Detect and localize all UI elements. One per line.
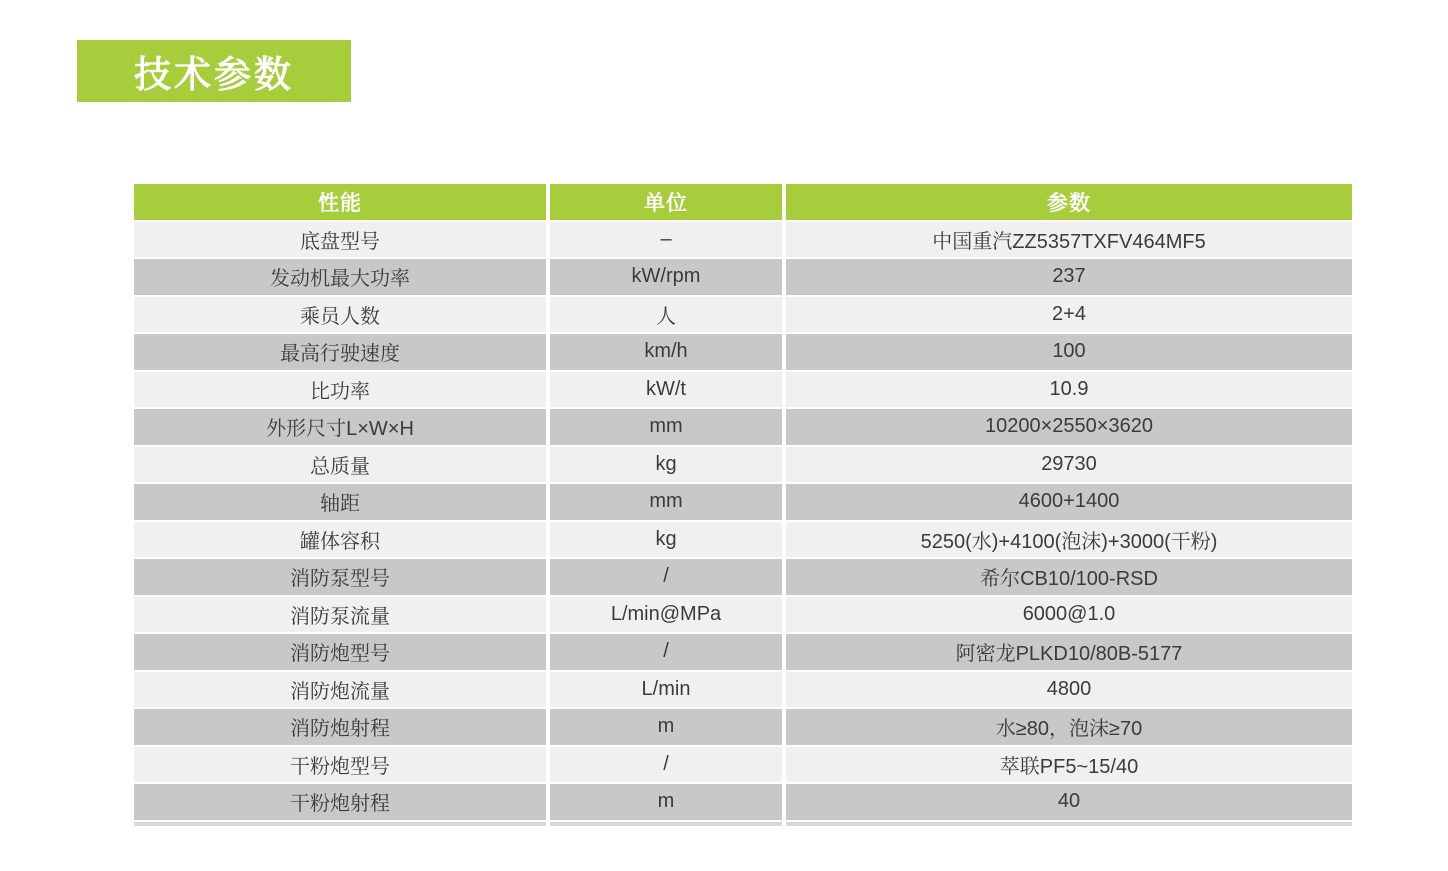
spec-name-cell: 消防泵流量 — [134, 597, 546, 633]
spec-unit-cell: mm — [550, 409, 782, 445]
table-bottom-edge — [134, 822, 546, 826]
spec-value-cell: 100 — [786, 334, 1352, 370]
spec-name-cell: 罐体容积 — [134, 522, 546, 558]
spec-unit-cell: km/h — [550, 334, 782, 370]
spec-unit-cell: / — [550, 747, 782, 783]
spec-value-cell: 237 — [786, 259, 1352, 295]
spec-value-cell: 29730 — [786, 447, 1352, 483]
spec-name-cell: 干粉炮型号 — [134, 747, 546, 783]
spec-unit-cell: mm — [550, 484, 782, 520]
spec-unit-cell: kg — [550, 447, 782, 483]
spec-value-cell: 萃联PF5~15/40 — [786, 747, 1352, 783]
spec-unit-cell: kW/rpm — [550, 259, 782, 295]
spec-value-cell: 阿密龙PLKD10/80B-5177 — [786, 634, 1352, 670]
spec-unit-cell: L/min@MPa — [550, 597, 782, 633]
spec-unit-cell: kW/t — [550, 372, 782, 408]
page-title: 技术参数 — [77, 40, 351, 102]
spec-value-cell: 5250(水)+4100(泡沫)+3000(干粉) — [786, 522, 1352, 558]
spec-value-cell: 4600+1400 — [786, 484, 1352, 520]
spec-name-cell: 总质量 — [134, 447, 546, 483]
spec-unit-cell: / — [550, 634, 782, 670]
spec-name-cell: 消防炮射程 — [134, 709, 546, 745]
spec-name-cell: 发动机最大功率 — [134, 259, 546, 295]
spec-value-cell: 10.9 — [786, 372, 1352, 408]
spec-value-cell: 2+4 — [786, 297, 1352, 333]
column-header-parameter: 参数 — [786, 184, 1352, 220]
spec-unit-cell: / — [550, 559, 782, 595]
spec-name-cell: 乘员人数 — [134, 297, 546, 333]
spec-name-cell: 消防炮流量 — [134, 672, 546, 708]
column-header-unit: 单位 — [550, 184, 782, 220]
spec-value-cell: 6000@1.0 — [786, 597, 1352, 633]
spec-unit-cell: L/min — [550, 672, 782, 708]
spec-name-cell: 轴距 — [134, 484, 546, 520]
column-header-performance: 性能 — [134, 184, 546, 220]
spec-name-cell: 消防泵型号 — [134, 559, 546, 595]
spec-value-cell: 40 — [786, 784, 1352, 820]
spec-name-cell: 底盘型号 — [134, 222, 546, 258]
table-bottom-edge — [550, 822, 782, 826]
spec-value-cell: 10200×2550×3620 — [786, 409, 1352, 445]
spec-unit-cell: m — [550, 784, 782, 820]
spec-unit-cell: – — [550, 222, 782, 258]
table-bottom-edge — [786, 822, 1352, 826]
spec-unit-cell: kg — [550, 522, 782, 558]
spec-value-cell: 水≥80，泡沫≥70 — [786, 709, 1352, 745]
spec-name-cell: 外形尺寸L×W×H — [134, 409, 546, 445]
spec-name-cell: 比功率 — [134, 372, 546, 408]
spec-value-cell: 4800 — [786, 672, 1352, 708]
spec-unit-cell: 人 — [550, 297, 782, 333]
spec-name-cell: 消防炮型号 — [134, 634, 546, 670]
spec-value-cell: 希尔CB10/100-RSD — [786, 559, 1352, 595]
spec-value-cell: 中国重汽ZZ5357TXFV464MF5 — [786, 222, 1352, 258]
spec-table — [134, 184, 1352, 826]
spec-name-cell: 最高行驶速度 — [134, 334, 546, 370]
spec-name-cell: 干粉炮射程 — [134, 784, 546, 820]
spec-unit-cell: m — [550, 709, 782, 745]
